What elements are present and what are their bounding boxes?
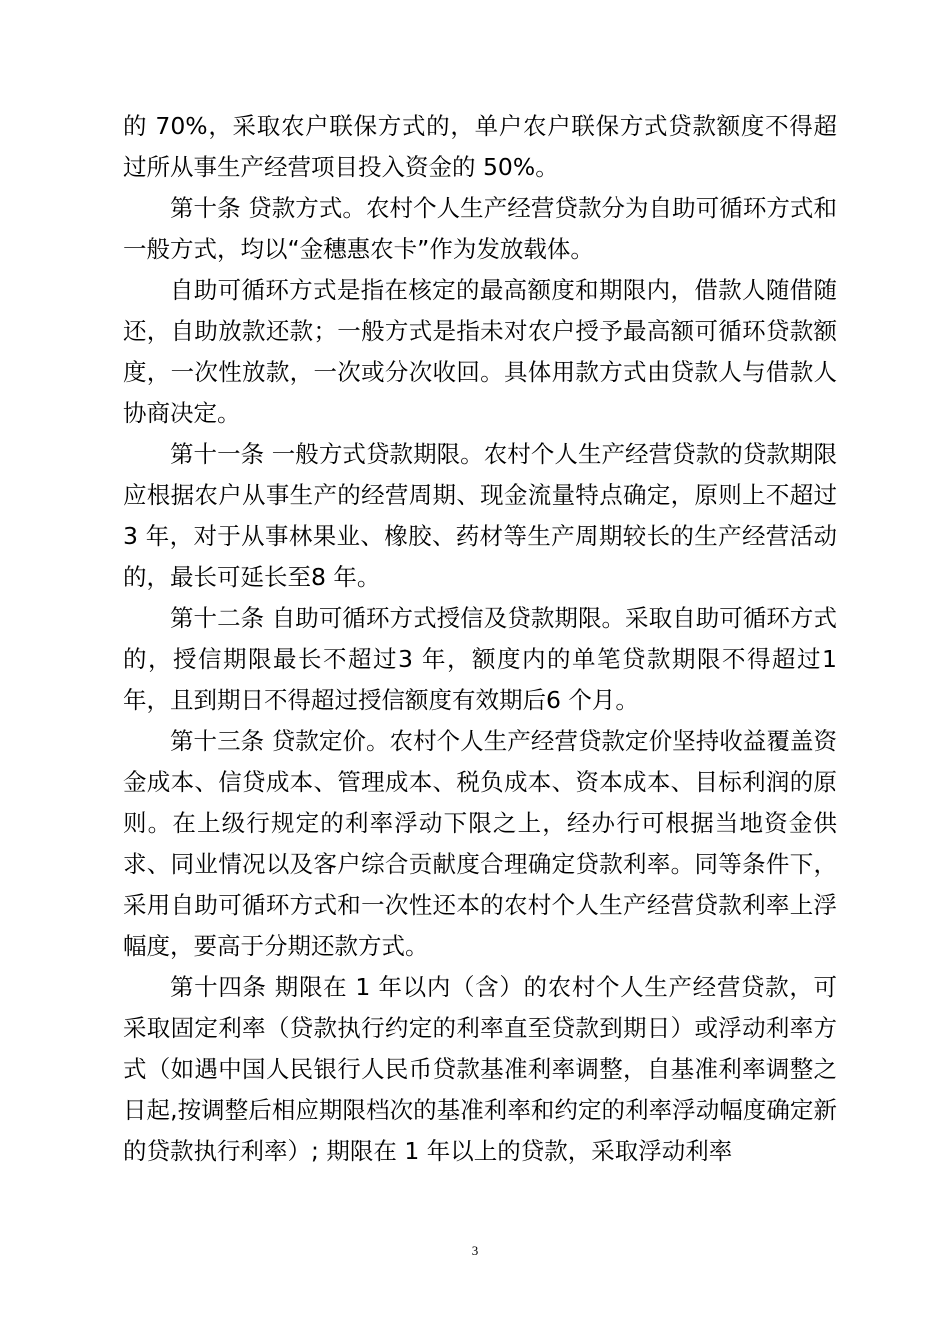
paragraph-article-10: 第十条 贷款方式。农村个人生产经营贷款分为自助可循环方式和一般方式，均以“金穗惠农卡”作为发放载体。	[123, 194, 837, 263]
page-number: 3	[471, 1243, 479, 1258]
paragraph-self-service-definition: 自助可循环方式是指在核定的最高额度和期限内，借款人随借随还，自助放款还款；一般方式是指未对农户授予最高额可循环贷款额度，一次性放款，一次或分次收回。具体用款方式由贷款人与借款人协商决定。	[123, 276, 837, 427]
paragraph-article-13: 第十三条 贷款定价。农村个人生产经营贷款定价坚持收益覆盖资金成本、信贷成本、管理成本、税负成本、资本成本、目标利润的原则。在上级行规定的利率浮动下限之上，经办行可根据当地资金供求、同业情况以及客户综合贡献度合理确定贷款利率。同等条件下，采用自助可循环方式和一次性还本的农村个人生产经营贷款利率上浮幅度，要高于分期还款方式。	[123, 727, 837, 960]
paragraph-article-14: 第十四条 期限在 1 年以内（含）的农村个人生产经营贷款，可采取固定利率（贷款执行约定的利率直至贷款到期日）或浮动利率方式（如遇中国人民银行人民币贷款基准利率调整，自基准利率调整之日起,按调整后相应期限档次的基准利率和约定的利率浮动幅度确定新的贷款执行利率）; 期限在 1 年以上的贷款，采取浮动利率	[123, 973, 837, 1165]
paragraph-continuation: 的 70%，采取农户联保方式的，单户农户联保方式贷款额度不得超过所从事生产经营项目投入资金的 50%。	[123, 112, 837, 181]
paragraph-article-11: 第十一条 一般方式贷款期限。农村个人生产经营贷款的贷款期限应根据农户从事生产的经营周期、现金流量特点确定，原则上不超过 3 年，对于从事林果业、橡胶、药材等生产周期较长的生产经营活动的，最长可延长至8 年。	[123, 440, 837, 591]
body-text	[123, 106, 837, 1172]
paragraph-article-12: 第十二条 自助可循环方式授信及贷款期限。采取自助可循环方式的，授信期限最长不超过3 年，额度内的单笔贷款期限不得超过1 年，且到期日不得超过授信额度有效期后6 个月。	[123, 604, 837, 714]
